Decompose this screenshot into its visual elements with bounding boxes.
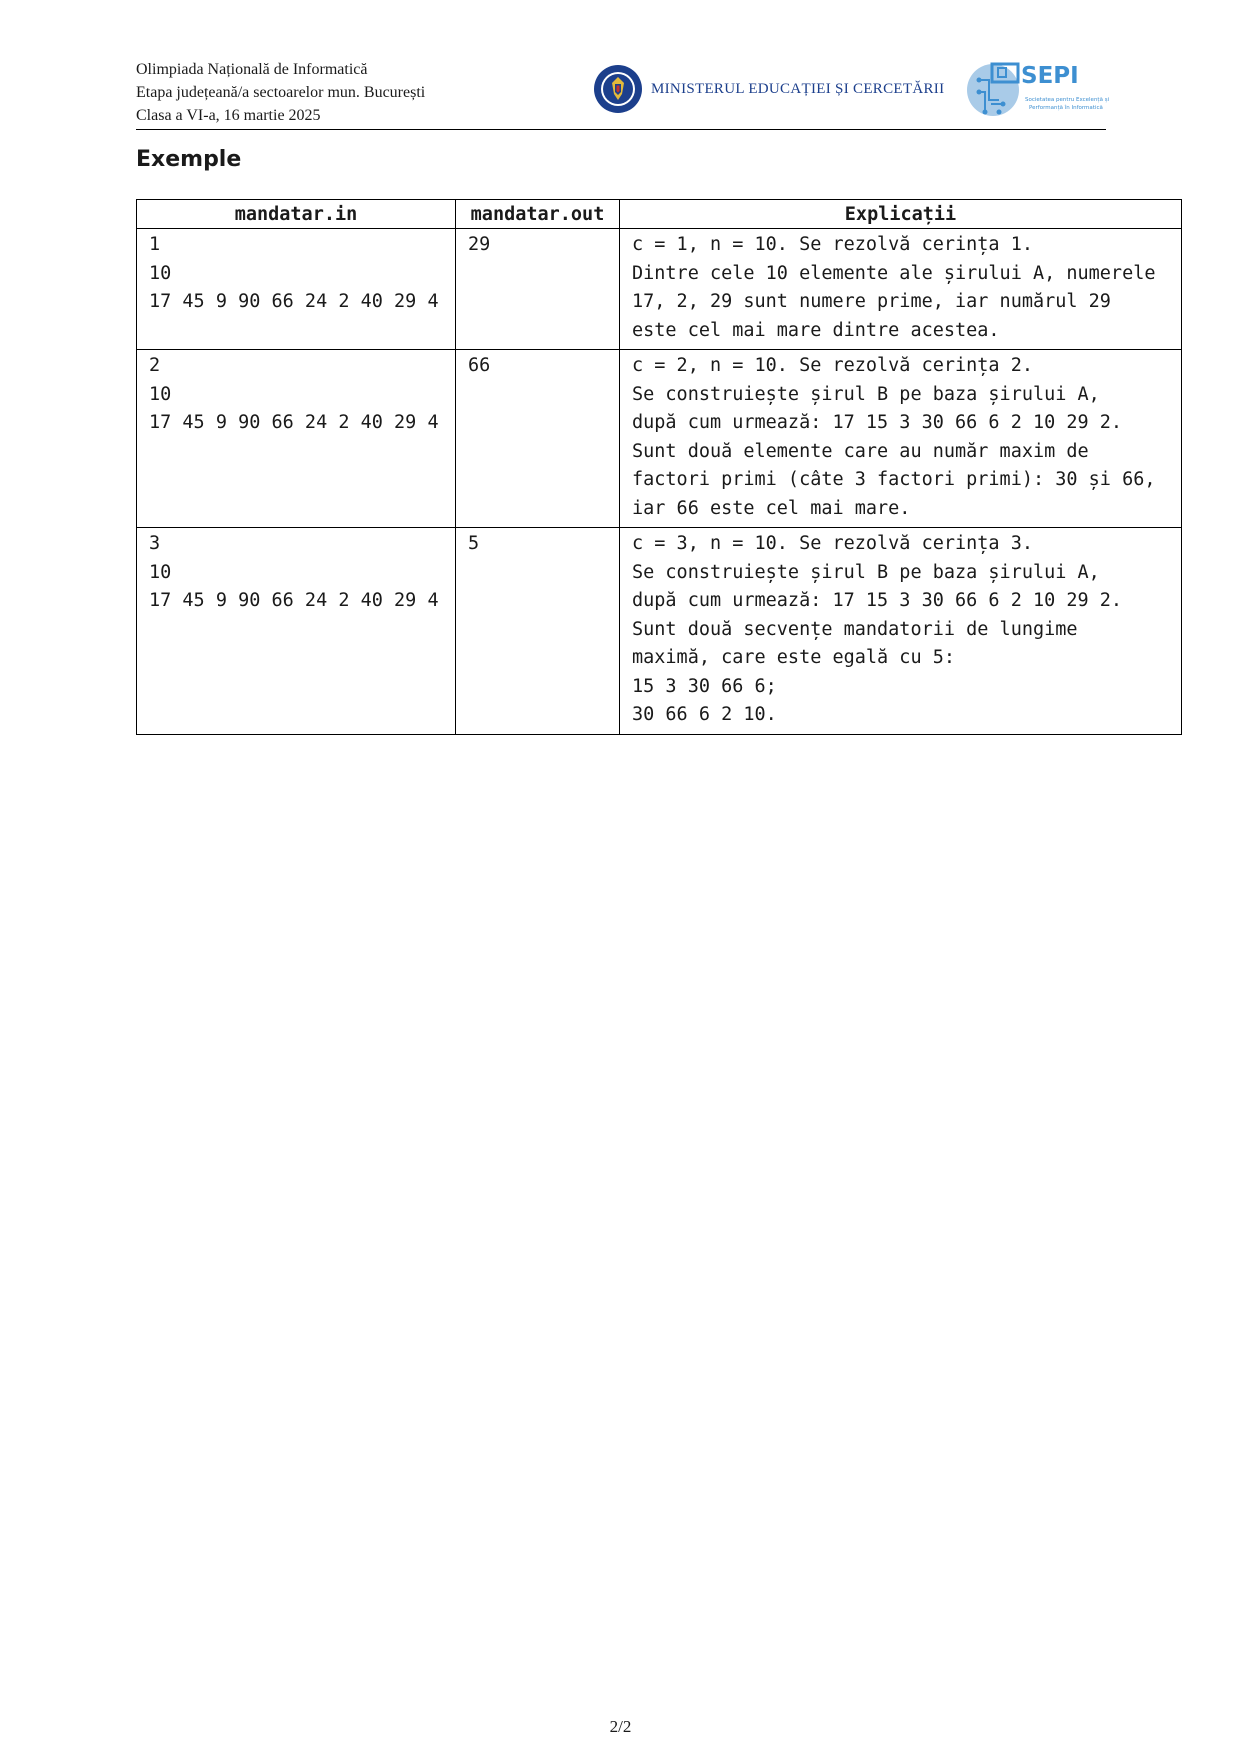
explanation-line: este cel mai mare dintre acestea. [632, 319, 1000, 341]
input-cell [137, 350, 456, 528]
explanation-line: 17, 2, 29 sunt numere prime, iar numărul 29 [632, 291, 1111, 312]
sepi-subtitle-2: Performanță în Informatică [1029, 105, 1103, 111]
header-info [136, 58, 425, 127]
table-row [137, 229, 1182, 350]
column-header-explanation: Explicații [620, 200, 1182, 229]
input-line: 10 [149, 383, 172, 405]
table-header-row [137, 200, 1182, 229]
explanation-line: c = 2, n = 10. Se rezolvă cerința 2. [632, 355, 1033, 376]
olympiad-name: Olimpiada Națională de Informatică [136, 61, 368, 78]
input-line: 17 45 9 90 66 24 2 40 29 4 [149, 412, 439, 433]
output-value: 29 [468, 234, 491, 255]
sepi-logo [965, 60, 1115, 125]
explanation-line: după cum urmează: 17 15 3 30 66 6 2 10 29 2. [632, 590, 1123, 611]
explanation-line: 30 66 6 2 10. [632, 704, 777, 725]
output-value: 5 [468, 533, 480, 554]
output-value: 66 [468, 355, 491, 376]
input-line: 2 [149, 355, 161, 376]
sepi-subtitle-1: Societatea pentru Excelență și [1025, 97, 1110, 103]
explanation-line: factori primi (câte 3 factori primi): 30 și 66, [632, 469, 1156, 490]
column-header-output: mandatar.out [456, 200, 620, 229]
explanation-line: iar 66 este cel mai mare. [632, 497, 911, 519]
input-line: 10 [149, 262, 172, 284]
explanation-cell [620, 229, 1182, 350]
explanation-cell [620, 350, 1182, 528]
explanation-line: Se construiește șirul B pe baza șirului A, [632, 383, 1100, 405]
explanation-line: 15 3 30 66 6; [632, 675, 777, 697]
stage-name: Etapa județeană/a sectoarelor mun. București [136, 84, 426, 101]
explanation-line: Se construiește șirul B pe baza șirului A, [632, 561, 1100, 583]
input-cell [137, 229, 456, 350]
section-title: Exemple [136, 147, 242, 172]
explanation-line: Dintre cele 10 elemente ale șirului A, numerele [632, 262, 1156, 284]
explanation-line: maximă, care este egală cu 5: [632, 647, 956, 668]
column-header-input: mandatar.in [137, 200, 456, 229]
examples-table [136, 199, 1182, 735]
explanation-line: Sunt două elemente care au număr maxim de [632, 440, 1089, 462]
explanation-line: c = 1, n = 10. Se rezolvă cerința 1. [632, 234, 1033, 255]
table-row [137, 350, 1182, 528]
ministry-name: MINISTERUL EDUCAȚIEI ȘI CERCETĂRII [651, 81, 945, 97]
explanation-cell [620, 528, 1182, 735]
government-seal-logo [593, 64, 643, 114]
class-date: Clasa a VI-a, 16 martie 2025 [136, 107, 321, 124]
input-line: 1 [149, 234, 161, 255]
explanation-line: Sunt două secvențe mandatorii de lungime [632, 618, 1078, 640]
input-line: 17 45 9 90 66 24 2 40 29 4 [149, 291, 439, 312]
input-line: 17 45 9 90 66 24 2 40 29 4 [149, 590, 439, 611]
page-number: 2/2 [609, 1717, 632, 1736]
header-divider [136, 129, 1106, 130]
input-line: 10 [149, 561, 172, 583]
input-cell [137, 528, 456, 735]
sepi-wordmark: SEPI [1021, 63, 1079, 89]
output-cell [456, 229, 620, 350]
explanation-line: după cum urmează: 17 15 3 30 66 6 2 10 29 2. [632, 412, 1123, 433]
explanation-line: c = 3, n = 10. Se rezolvă cerința 3. [632, 533, 1033, 554]
output-cell [456, 528, 620, 735]
table-row [137, 528, 1182, 735]
input-line: 3 [149, 533, 161, 554]
output-cell [456, 350, 620, 528]
